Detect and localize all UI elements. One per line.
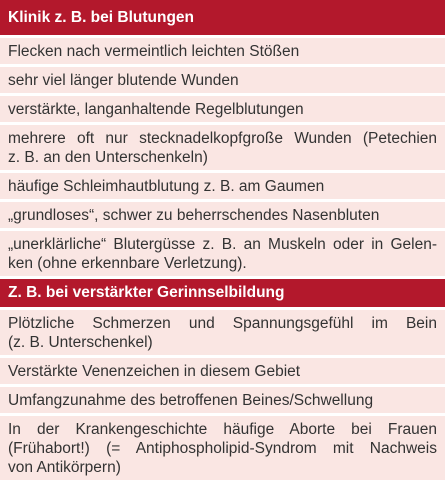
row-text-line: (z. B. Unterschenkel) (8, 334, 153, 351)
section-heading: Z. B. bei verstärkter Gerinnselbildung (8, 284, 285, 301)
row-text-line: Flecken nach vermeintlich leichten Stößen (8, 43, 300, 60)
row-text-line: Verstärkte Venenzeichen in diesem Gebiet (8, 363, 301, 380)
row-text-line: Plötzliche Schmerzen und Spannungsgefühl im Bein (8, 315, 437, 332)
section-clotting (0, 279, 445, 480)
row-text-line: häufige Schleimhautblutung z. B. am Gaumen (8, 178, 325, 195)
row-text-line: In der Krankengeschichte häufige Aborte bei Frauen (8, 421, 437, 438)
table-row (0, 387, 445, 413)
table-row (0, 96, 445, 122)
section-header-clotting (0, 279, 445, 307)
table-row (0, 125, 445, 170)
row-text-line: „unerklärliche“ Blutergüsse z. B. an Muskeln oder in Gelen- (8, 236, 437, 253)
section-heading: Klinik z. B. bei Blutungen (8, 8, 194, 26)
table-row (0, 310, 445, 355)
table-row (0, 67, 445, 93)
table-row (0, 231, 445, 276)
table-row (0, 202, 445, 228)
table-row (0, 38, 445, 64)
row-text-line: verstärkte, langanhaltende Regelblutungen (8, 101, 304, 118)
row-text-line: z. B. an den Unterschenkeln) (8, 149, 208, 166)
row-text-line: „grundloses“, schwer zu beherrschendes Nasenbluten (8, 207, 380, 224)
table-row (0, 416, 445, 480)
table-row (0, 173, 445, 199)
row-text-line: sehr viel länger blutende Wunden (8, 72, 239, 89)
row-text-line: Umfangzunahme des betroffenen Beines/Schwellung (8, 392, 374, 409)
section-header-bleeding (0, 0, 445, 35)
table-row (0, 358, 445, 384)
row-text-line: ken (ohne erkennbare Verletzung). (8, 255, 247, 272)
row-text-line: mehrere oft nur stecknadelkopfgroße Wunden (Petechien (8, 130, 437, 147)
row-text-line: (Frühabort!) (= Antiphospholipid-Syndrom mit Nachweis (8, 440, 437, 457)
row-text-line: von Antikörpern) (8, 459, 121, 476)
